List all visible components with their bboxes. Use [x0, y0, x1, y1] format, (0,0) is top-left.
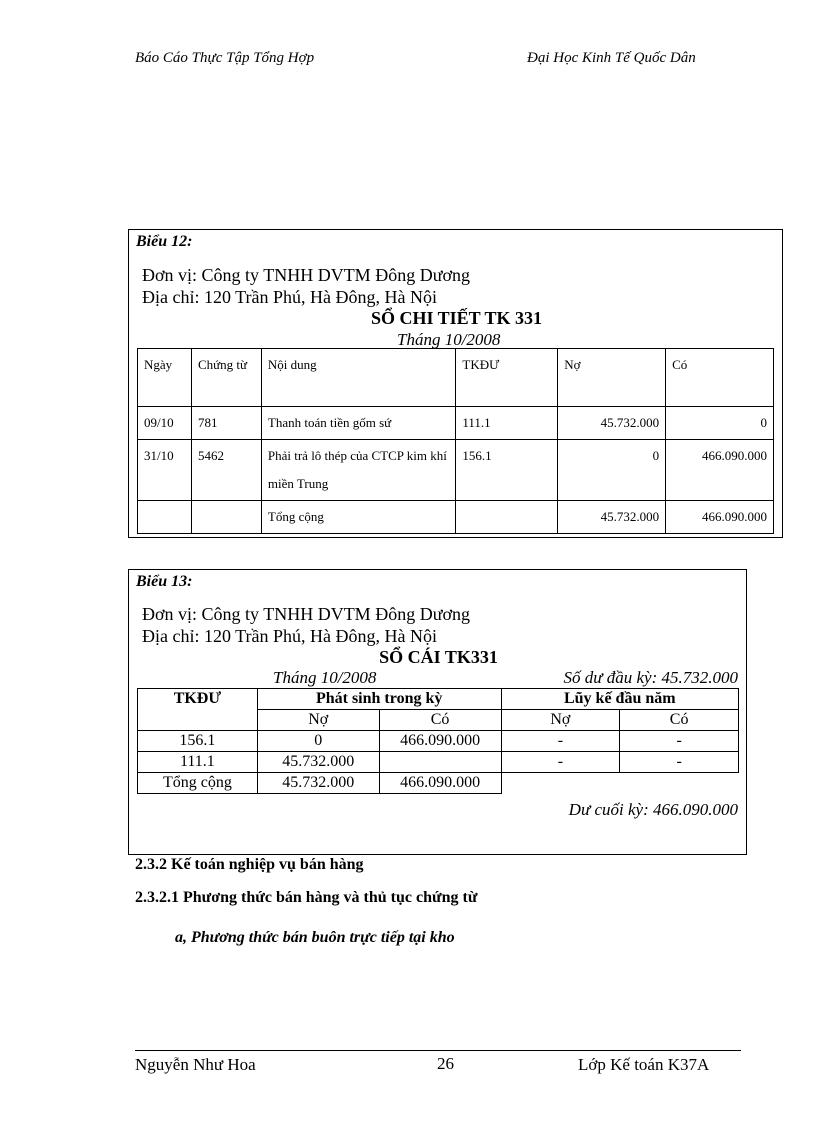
section-subheading: 2.3.2.1 Phương thức bán hàng và thủ tục chứng từ: [135, 889, 478, 906]
cell-debit: 0: [257, 731, 379, 752]
cell-content: Thanh toán tiền gốm sứ: [261, 407, 456, 440]
bieu13-title: SỔ CÁI TK331: [379, 647, 498, 667]
bieu13-unit: Đơn vị: Công ty TNHH DVTM Đông Dương: [142, 604, 470, 624]
header-right: Đại Học Kinh Tế Quốc Dân: [527, 50, 696, 66]
col-header-debit: Nợ: [257, 710, 379, 731]
cell-total-debit: 45.732.000: [257, 773, 379, 794]
cell-credit: [379, 752, 501, 773]
cell-voucher: 781: [191, 407, 261, 440]
cell-cum-debit: -: [501, 731, 620, 752]
cell-total-credit: 466.090.000: [379, 773, 501, 794]
cell-cum-debit: -: [501, 752, 620, 773]
footer-rule: [135, 1050, 741, 1051]
cell-debit: 45.732.000: [558, 407, 666, 440]
col-header: Nợ: [558, 349, 666, 407]
footer-class: Lớp Kế toán K37A: [578, 1055, 710, 1074]
header-left: Báo Cáo Thực Tập Tổng Hợp: [135, 50, 315, 66]
cell-voucher: 5462: [191, 440, 261, 501]
cell-account: 111.1: [138, 752, 258, 773]
bieu13-month: Tháng 10/2008: [273, 668, 377, 687]
table-row: [138, 752, 739, 773]
bieu12-table: [137, 348, 774, 534]
bieu13-label: Biểu 13:: [136, 573, 193, 590]
col-header-cum-credit: Có: [620, 710, 739, 731]
bieu12-address: Địa chỉ: 120 Trần Phú, Hà Đông, Hà Nội: [142, 287, 437, 307]
cell-cum-credit: -: [620, 731, 739, 752]
table-total-row: [138, 773, 739, 794]
table-total-row: [138, 501, 774, 534]
page-number: 26: [437, 1054, 454, 1073]
cell-total-credit: 466.090.000: [666, 501, 774, 534]
cell-debit: 45.732.000: [257, 752, 379, 773]
col-header-cumulative: Lũy kế đầu năm: [501, 689, 738, 710]
table-row: [138, 407, 774, 440]
cell-account: 156.1: [138, 731, 258, 752]
cell-credit: 466.090.000: [666, 440, 774, 501]
bieu12-box: [128, 229, 783, 538]
cell-credit: 0: [666, 407, 774, 440]
bieu12-month: Tháng 10/2008: [397, 330, 501, 349]
table-header-row: [138, 689, 739, 710]
col-header-account: TKĐƯ: [138, 689, 258, 731]
col-header-cum-debit: Nợ: [501, 710, 620, 731]
cell-total-debit: 45.732.000: [558, 501, 666, 534]
cell-debit: 0: [558, 440, 666, 501]
col-header: Chứng từ: [191, 349, 261, 407]
bieu12-label: Biểu 12:: [136, 233, 193, 250]
col-header-credit: Có: [379, 710, 501, 731]
cell-content: Phải trả lô thép của CTCP kim khí miền Trung: [261, 440, 456, 501]
bieu13-address: Địa chỉ: 120 Trần Phú, Hà Đông, Hà Nội: [142, 626, 437, 646]
footer-author: Nguyễn Như Hoa: [135, 1055, 256, 1074]
cell-total-label: Tổng cộng: [138, 773, 258, 794]
cell-credit: 466.090.000: [379, 731, 501, 752]
cell-date: 09/10: [138, 407, 192, 440]
bieu13-box: [128, 569, 747, 855]
cell-total-label: Tổng cộng: [261, 501, 456, 534]
col-header: Ngày: [138, 349, 192, 407]
bieu13-table: [137, 688, 739, 794]
bieu13-opening-balance: Số dư đầu kỳ: 45.732.000: [563, 668, 738, 687]
bieu12-unit: Đơn vị: Công ty TNHH DVTM Đông Dương: [142, 265, 470, 285]
bieu13-closing-balance: Dư cuối kỳ: 466.090.000: [568, 800, 738, 819]
cell-date: 31/10: [138, 440, 192, 501]
col-header: TKĐƯ: [456, 349, 558, 407]
cell-cum-credit: -: [620, 752, 739, 773]
col-header-period: Phát sinh trong kỳ: [257, 689, 501, 710]
section-heading: 2.3.2 Kế toán nghiệp vụ bán hàng: [135, 856, 364, 873]
section-item: a, Phương thức bán buôn trực tiếp tại kho: [175, 929, 455, 946]
table-header-row: [138, 349, 774, 407]
cell-account: 156.1: [456, 440, 558, 501]
bieu12-title: SỔ CHI TIẾT TK 331: [370, 308, 543, 328]
cell-account: 111.1: [456, 407, 558, 440]
col-header: Nội dung: [261, 349, 456, 407]
col-header: Có: [666, 349, 774, 407]
table-row: [138, 440, 774, 501]
table-row: [138, 731, 739, 752]
